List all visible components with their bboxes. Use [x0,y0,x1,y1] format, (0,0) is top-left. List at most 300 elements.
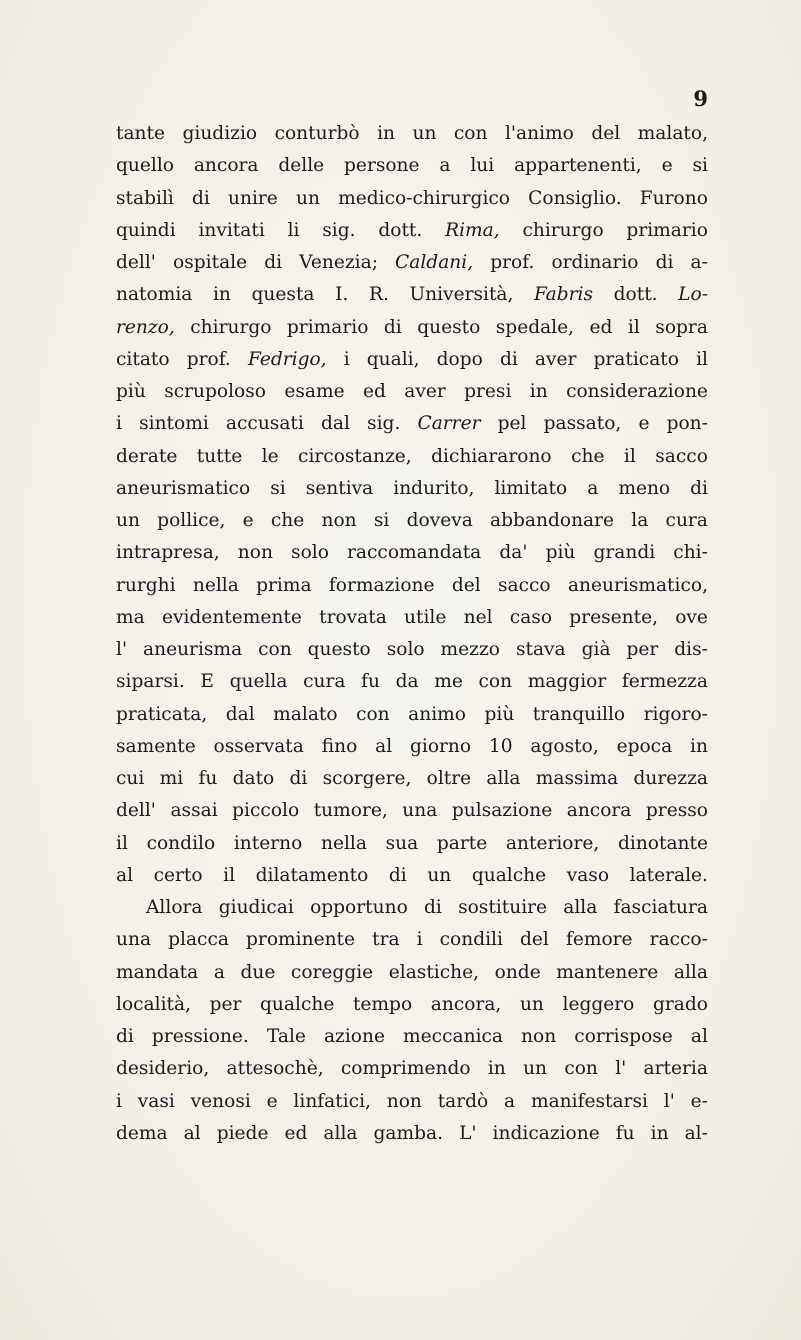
word: cui [116,768,145,789]
word: tempo [352,993,413,1015]
text-line [116,570,708,602]
word: e- [690,1090,708,1112]
word: esame [284,381,345,402]
word: con [356,703,390,725]
word: con [564,1058,598,1080]
word: Lo- [678,284,708,306]
word: conturbò [274,123,360,144]
word: solo [291,542,329,564]
word: solo [386,639,425,660]
text-line [116,860,708,892]
word: manifestarsi [530,1090,648,1112]
word: aneurismatico [116,477,251,499]
word: piccolo [232,800,300,822]
word: sopra [655,316,708,338]
word: Carrer [417,413,481,435]
word: 10 [488,735,513,757]
word: Fedrigo, [247,348,327,370]
text-line [116,183,708,215]
word: di [383,316,402,338]
word: azione [323,1026,385,1047]
word: mantenere [556,961,659,983]
word: il [623,445,636,467]
word: al- [684,1122,708,1144]
word: il [116,832,128,854]
word: con [258,639,292,660]
word: ed [362,381,386,402]
word: piede [216,1122,269,1144]
word: Furono [639,187,708,209]
word: qualche [471,864,547,886]
word: grado [652,993,708,1015]
word: sostituire [458,897,548,918]
word: dilatamento [255,864,369,886]
word: tumore, [313,800,388,822]
word: tante [116,123,166,144]
word: stava [515,639,566,660]
word: più [484,703,515,725]
word: di [423,897,442,918]
word: da [395,671,419,693]
word: l'animo [504,123,574,144]
word: racco- [649,929,708,951]
word: Consiglio. [528,187,622,209]
word: nella [320,832,367,854]
text-line [116,1053,708,1085]
word: dell' [116,800,156,822]
word: scrupoloso [164,381,266,402]
word: l' [663,1090,675,1112]
word: di [192,187,210,209]
word: assai [170,800,218,822]
word: i [416,929,423,951]
word: chirurgo [522,219,604,241]
word: citato [116,348,170,370]
word: nella [192,574,239,596]
word: linfatici, [293,1090,371,1112]
word: dott. [613,284,658,306]
word: i [343,348,350,370]
word: in [377,123,395,144]
word: sintomi [139,413,209,435]
word: dal [225,703,255,725]
word: che [571,445,605,467]
word: Caldani, [395,252,474,273]
word: limitato [494,477,568,499]
word: quello [116,155,174,177]
text-line [116,763,708,795]
word: si [270,477,286,499]
text-line [116,408,708,440]
word: non [321,510,357,531]
word: passato, [543,413,622,435]
word: per [209,993,242,1015]
word: a [587,477,599,499]
word: dichiararono [431,445,552,467]
word: giorno [409,735,472,757]
word: rurghi [116,574,176,596]
word: laterale. [629,864,708,886]
word: prof. [186,348,231,370]
word: arteria [643,1058,708,1080]
word: di [289,768,308,789]
word: una [116,929,152,951]
word: questo [417,316,481,338]
word: a- [690,252,708,273]
word: al [183,1122,201,1144]
text-line [116,1086,708,1118]
word: non [521,1026,557,1047]
word: di [116,1026,134,1047]
word: ma [116,606,145,628]
word: ed [589,316,613,338]
word: qualche [260,993,335,1015]
word: leggero [562,993,635,1015]
word: parte [436,832,488,854]
word: di [388,864,407,886]
word: L' [459,1122,477,1144]
text-line [116,1021,708,1053]
word: spedale, [495,316,575,338]
word: sacco [655,445,708,467]
text-line [116,118,708,150]
text-line [116,666,708,698]
word: indicazione [492,1122,600,1144]
word: un [116,510,140,531]
text-line [116,247,708,279]
word: lui [470,155,495,177]
word: in [529,381,548,402]
word: stabilì [116,187,174,209]
word: maggior [527,671,607,693]
word: oltre [426,768,472,789]
text-line [116,537,708,569]
word: dis- [674,639,708,660]
text-line [116,924,708,956]
word: sig. [322,219,356,241]
word: pon- [666,413,708,435]
word: ove [675,606,708,628]
word: trovata [319,606,387,628]
word: ancora, [430,993,502,1015]
word: mi [159,768,184,789]
word: da' [499,542,528,564]
word: medico-chirurgico [338,187,510,209]
word: aneurismatico, [567,574,708,596]
word: il [627,316,640,338]
word: l' [116,639,128,660]
word: un [295,187,320,209]
text-line [116,892,708,924]
word: quali, [366,348,420,370]
word: i [116,413,122,435]
word: considerazione [566,381,708,402]
word: una [402,800,438,822]
word: Tale [266,1026,306,1047]
text-line [116,505,708,537]
word: Università, [409,284,514,306]
word: chi- [673,542,708,564]
word: non [386,1090,422,1112]
word: coreggie [290,961,374,983]
word: e [242,510,254,531]
word: le [261,445,279,467]
word: fino [321,735,358,757]
word: sig. [367,413,401,435]
word: presente, [569,606,658,628]
text-line [116,376,708,408]
word: un [519,993,544,1015]
word: dott. [378,219,423,241]
word: attesochè, [226,1058,324,1080]
word: meccanica [403,1026,504,1047]
word: meno [618,477,671,499]
word: R. [368,284,389,306]
word: con [453,123,488,144]
text-line [116,150,708,182]
word: aneurisma [143,639,243,660]
word: prominente [246,929,356,951]
word: pollice, [157,510,226,531]
word: Rima, [445,219,500,241]
page-number: 9 [693,86,708,111]
word: derate [116,445,178,467]
word: a [213,961,225,983]
word: di [264,252,283,273]
word: femore [565,929,633,951]
word: mandata [116,961,199,983]
word: certo [153,864,203,886]
word: per [626,639,659,660]
word: di [499,348,518,370]
word: invitati [198,219,265,241]
text-line [116,699,708,731]
word: ancora [193,155,259,177]
text-line [116,279,708,311]
word: alla [486,768,521,789]
word: venosi [190,1090,251,1112]
word: abbandonare [490,510,615,531]
word: condili [439,929,503,951]
word: mezzo [440,639,500,660]
word: ancora [566,800,632,822]
word: del [591,123,621,144]
body-text [116,118,708,1150]
text-line [116,989,708,1021]
word: appartenenti, [514,155,642,177]
word: malato, [637,123,708,144]
word: malato [273,703,338,725]
word: non [237,542,273,564]
word: sua [385,832,419,854]
word: un [523,1058,548,1080]
word: fu [361,671,380,693]
word: condilo [146,832,216,854]
word: persone [344,155,420,177]
word: al [375,735,393,757]
word: rigoro- [643,703,708,725]
word: al [690,1026,708,1047]
word: alla [673,961,708,983]
word: massima [535,768,619,789]
word: in [690,735,708,757]
word: ed [284,1122,308,1144]
word: più [116,381,146,402]
word: e [266,1090,278,1112]
word: elastiche, [388,961,480,983]
text-line [116,795,708,827]
word: praticata, [116,703,208,725]
word: un [412,123,437,144]
word: Fabris [534,284,594,306]
word: primario [286,316,369,338]
word: interno [233,832,303,854]
word: circostanze, [298,445,412,467]
word: samente [116,735,196,757]
word: cura [303,671,346,693]
word: e [661,155,673,177]
word: presi [464,381,512,402]
word: del [520,929,549,951]
word: in [487,1058,506,1080]
word: vasi [137,1090,175,1112]
word: I. [335,284,349,306]
word: animo [408,703,466,725]
word: l' [615,1058,627,1080]
text-line [116,602,708,634]
word: un [427,864,452,886]
word: più [545,542,576,564]
word: si [373,510,390,531]
word: ordinario [551,252,639,273]
word: questo [307,639,371,660]
text-line [116,473,708,505]
word: alla [563,897,598,918]
word: di [690,477,708,499]
word: formazione [328,574,435,596]
word: E [200,671,214,693]
text-line [116,1118,708,1150]
word: in [212,284,231,306]
word: a [439,155,451,177]
text-line [116,312,708,344]
word: fu [615,1122,635,1144]
word: prima [256,574,312,596]
text-line [116,731,708,763]
word: quindi [116,219,176,241]
word: agosto, [530,735,599,757]
word: chirurgo [190,316,272,338]
word: corrispose [574,1026,673,1047]
word: aver [534,348,577,370]
word: fu [198,768,218,789]
word: dell' [116,252,156,273]
word: due [240,961,276,983]
word: tra [372,929,400,951]
word: indurito, [393,477,475,499]
text-line [116,957,708,989]
word: dopo [436,348,483,370]
word: dema [116,1122,168,1144]
word: fasciatura [613,897,708,918]
word: località, [116,993,192,1015]
word: comprimendo [340,1058,471,1080]
word: natomia [116,284,193,306]
word: primario [626,219,708,241]
word: opportuno [310,897,408,918]
word: alla [323,1122,358,1144]
word: desiderio, [116,1058,210,1080]
word: me [434,671,463,693]
word: doveva [406,510,473,531]
word: presso [645,800,708,822]
word: li [287,219,300,241]
word: utile [404,606,447,628]
word: pressione. [151,1026,249,1047]
word: ospitale [173,252,248,273]
word: a [504,1090,516,1112]
word: al [116,864,134,886]
text-line [116,215,708,247]
word: caso [509,606,553,628]
word: anteriore, [505,832,600,854]
word: tardò [437,1090,489,1112]
word: dato [232,768,275,789]
word: i [116,1090,122,1112]
word: che [270,510,305,531]
word: tutte [196,445,243,467]
word: già [581,639,611,660]
word: durezza [633,768,708,789]
word: raccomandata [347,542,482,564]
word: e [638,413,650,435]
word: in [650,1122,669,1144]
word: di [655,252,674,273]
text-line [116,828,708,860]
word: dal [320,413,350,435]
word: onde [494,961,541,983]
word: giudizio [182,123,258,144]
word: nel [463,606,493,628]
text-line [116,344,708,376]
word: osservata [213,735,304,757]
word: prof. [490,252,535,273]
word: scorgere, [322,768,412,789]
word: si [692,155,708,177]
word: praticato [593,348,679,370]
word: evidentemente [161,606,302,628]
text-line [116,441,708,473]
word: accusati [225,413,304,435]
word: placca [168,929,229,951]
word: il [223,864,236,886]
word: sentiva [305,477,374,499]
word: epoca [616,735,673,757]
word: grandi [593,542,656,564]
text-line [116,634,708,666]
word: giudicai [218,897,294,918]
word: tranquillo [532,703,626,725]
word: la [631,510,649,531]
word: aver [404,381,446,402]
word: vaso [566,864,610,886]
word: Allora [146,897,203,918]
word: fermezza [621,671,708,693]
word: del [451,574,481,596]
word: delle [278,155,325,177]
word: questa [251,284,315,306]
word: siparsi. [116,671,185,693]
